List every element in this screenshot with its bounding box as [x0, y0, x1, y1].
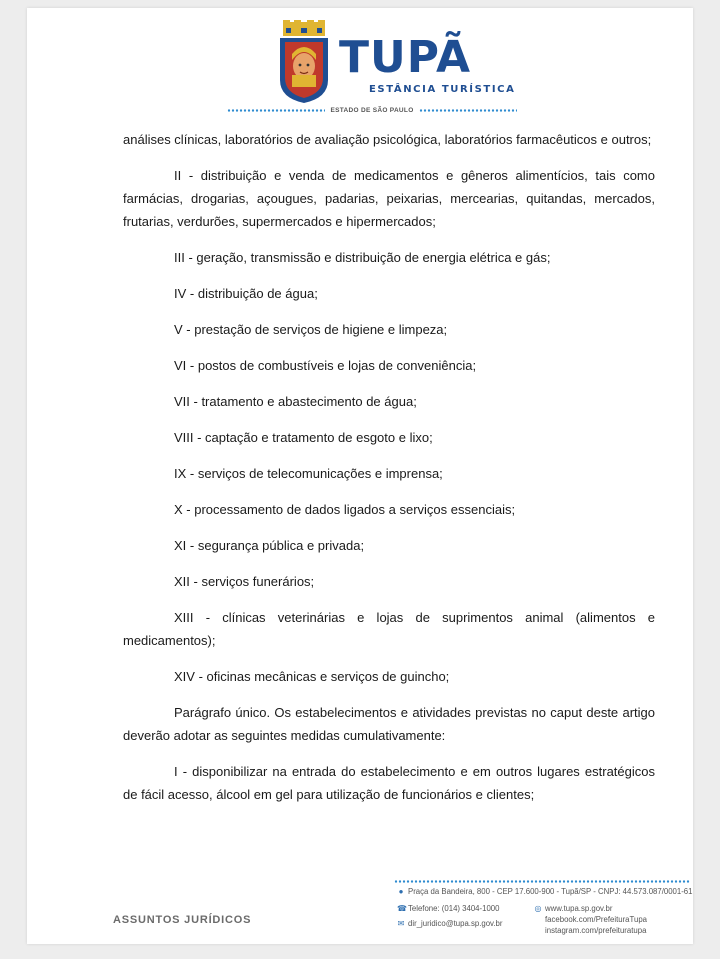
- dotted-line-left: [227, 109, 325, 112]
- department-name: ASSUNTOS JURÍDICOS: [113, 914, 252, 926]
- paragraph: IV - distribuição de água;: [174, 286, 318, 301]
- state-divider: [227, 104, 517, 116]
- tupa-logo: [277, 20, 516, 106]
- instagram-text: instagram.com/prefeituratupa: [545, 926, 647, 935]
- location-pin-icon: ●: [398, 886, 404, 896]
- paragraph: XIV - oficinas mecânicas e serviços de guincho;: [174, 669, 450, 684]
- brand-name: TUPÃ: [339, 32, 472, 83]
- address-text: Praça da Bandeira, 800 - CEP 17.600-900 - Tupã/SP - CNPJ: 44.573.087/0001-61: [408, 887, 693, 896]
- paragraph: VI - postos de combustíveis e lojas de conveniência;: [174, 358, 477, 373]
- paragraph: Parágrafo único. Os estabelecimentos e atividades previstas no caput deste artigo deverão adotar as seguintes medidas cumulativamente:: [123, 705, 655, 743]
- paragraph: III - geração, transmissão e distribuição de energia elétrica e gás;: [174, 250, 551, 265]
- paragraph: XIII - clínicas veterinárias e lojas de suprimentos animal (alimentos e medicamentos);: [123, 610, 655, 648]
- paragraph: VIII - captação e tratamento de esgoto e lixo;: [174, 430, 433, 445]
- paragraph: II - distribuição e venda de medicamentos e gêneros alimentícios, tais como farmácias, drogarias, açougues, padarias, peixarias, mercearias, quitandas, mercados, frutarias, verdurões, supermercados e hipermercados;: [123, 168, 655, 229]
- paragraph: análises clínicas, laboratórios de avaliação psicológica, laboratórios farmacêuticos e outros;: [123, 132, 652, 147]
- coat-of-arms-icon: [277, 20, 331, 104]
- brand-subtitle: ESTÂNCIA TURÍSTICA: [369, 84, 516, 95]
- website-line: [534, 904, 612, 913]
- dotted-line-right: [419, 109, 517, 112]
- address-line: [397, 887, 692, 896]
- globe-icon: ◎: [534, 903, 542, 913]
- paragraph: X - processamento de dados ligados a serviços essenciais;: [174, 502, 516, 517]
- facebook-line: [545, 915, 647, 924]
- email-line: [397, 919, 502, 928]
- letterhead-footer: [27, 878, 693, 944]
- phone-icon: ☎: [397, 903, 407, 913]
- state-label: ESTADO DE SÃO PAULO: [330, 106, 414, 114]
- letterhead: [27, 8, 693, 118]
- document-body: [123, 128, 655, 819]
- email-text: dir_juridico@tupa.sp.gov.br: [408, 919, 503, 928]
- paragraph: IX - serviços de telecomunicações e imprensa;: [174, 466, 443, 481]
- website-text: www.tupa.sp.gov.br: [545, 904, 613, 913]
- paragraph: V - prestação de serviços de higiene e limpeza;: [174, 322, 448, 337]
- email-icon: ✉: [397, 918, 405, 928]
- document-page: [27, 8, 693, 944]
- instagram-line: [545, 926, 646, 935]
- paragraph: I - disponibilizar na entrada do estabelecimento e em outros lugares estratégicos de fácil acesso, álcool em gel para utilização de funcionários e clientes;: [123, 764, 655, 802]
- phone-line: [397, 904, 499, 913]
- paragraph: VII - tratamento e abastecimento de água;: [174, 394, 417, 409]
- phone-text: Telefone: (014) 3404-1000: [408, 904, 500, 913]
- paragraph: XII - serviços funerários;: [174, 574, 315, 589]
- footer-dotted-line: [394, 880, 690, 883]
- facebook-text: facebook.com/PrefeituraTupa: [545, 915, 647, 924]
- paragraph: XI - segurança pública e privada;: [174, 538, 365, 553]
